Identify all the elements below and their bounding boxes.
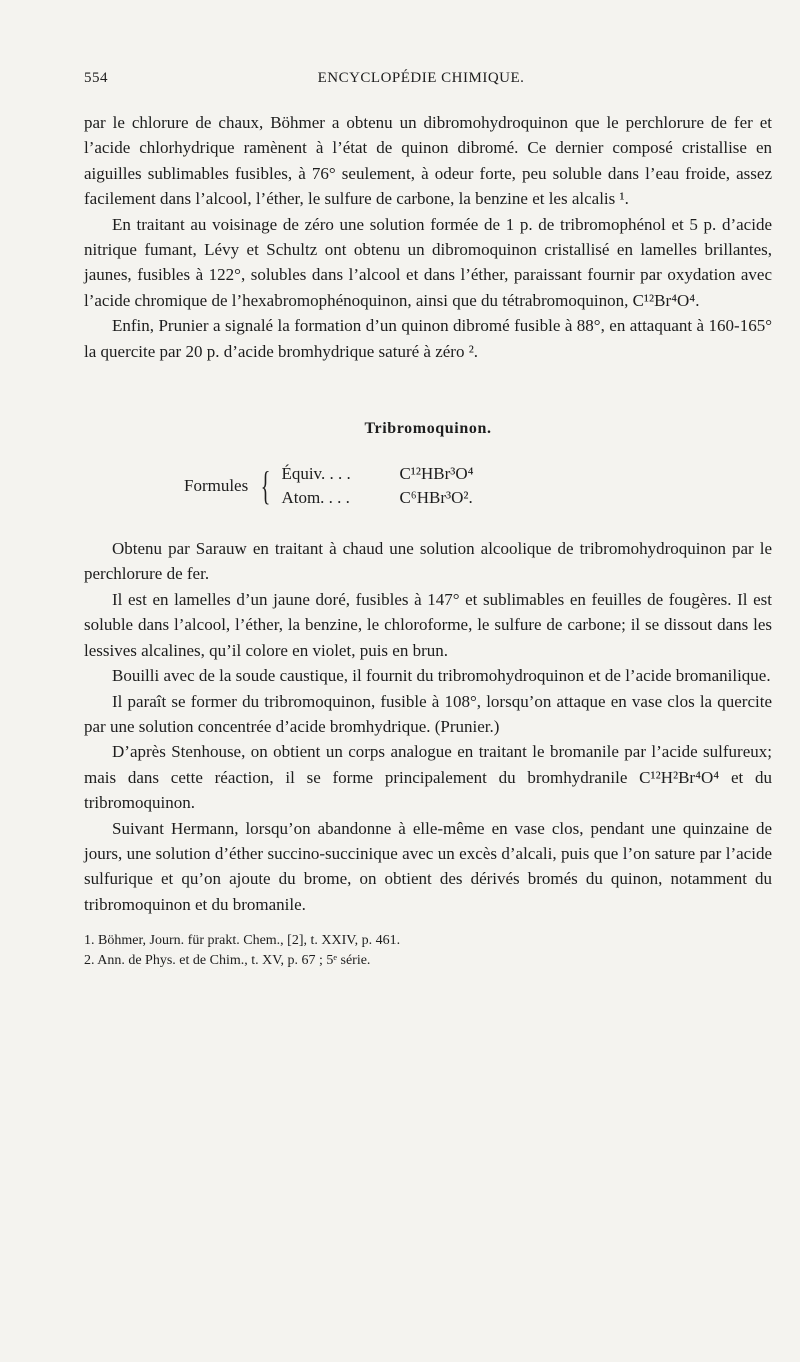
body-text — [84, 110, 772, 364]
footnote: 2. Ann. de Phys. et de Chim., t. XV, p. 67 ; 5ᵉ série. — [84, 953, 371, 969]
paragraph: Obtenu par Sarauw en traitant à chaud une solution alcoolique de tribromohydroquinon par le perchlorure de fer. — [84, 539, 772, 584]
paragraph: Enfin, Prunier a signalé la formation d’un quinon dibromé fusible à 88°, en attaquant à 160-165° la quercite par 20 p. d’acide bromhydrique saturé à zéro ². — [84, 316, 772, 361]
formula-value: C⁶HBr³O². — [399, 488, 473, 508]
formula-kind: Atom. . . . — [281, 488, 350, 508]
formulas-block — [184, 462, 772, 510]
body-text-2 — [84, 536, 772, 917]
formulas-label: Formules — [184, 476, 249, 496]
page-number: 554 — [84, 70, 108, 86]
brace-icon: { — [261, 463, 271, 509]
paragraph: Il paraît se former du tribromoquinon, fusible à 108°, lorsqu’on attaque en vase clos la quercite par une solution concentrée d’acide bromhydrique. (Prunier.) — [84, 691, 772, 736]
formula-value: C¹²HBr³O⁴ — [399, 464, 474, 484]
page-header — [84, 70, 772, 94]
paragraph: Suivant Hermann, lorsqu’on abandonne à elle-même en vase clos, pendant une quinzaine de jours, une solution d’éther succino-succinique avec un excès d’alcali, puis que l’on sature par l’acide sulfurique et qu’on ajoute du brome, on obtient des dérivés bromés du quinon, notamment du tribromoquinon et du bromanile. — [84, 818, 772, 914]
formula-kind: Équiv. . . . — [281, 464, 351, 484]
paragraph: Il est en lamelles d’un jaune doré, fusibles à 147° et sublimables en feuilles de fougères. Il est soluble dans l’alcool, l’éther, la benzine, le chloroforme, le sulfure de carbone; il se dissout dans les lessives alcalines, qu’il colore en violet, puis en brun. — [84, 589, 772, 660]
section-title: Tribromoquinon. — [364, 420, 492, 438]
formula-row — [281, 462, 473, 486]
running-title: ENCYCLOPÉDIE CHIMIQUE. — [317, 70, 525, 86]
paragraph: Bouilli avec de la soude caustique, il fournit du tribromohydroquinon et de l’acide bromanilique. — [112, 666, 771, 686]
paragraph: par le chlorure de chaux, Böhmer a obtenu un dibromohydroquinon que le perchlorure de fer et l’acide chlorhydrique ramènent à l’état de quinon dibromé. Ce dernier composé cristallise en aiguilles sublimables fusibles, à 76° seulement, à odeur forte, peu soluble dans l’eau froide, assez facilement dans l’alcool, l’éther, le sulfure de carbone, la benzine et les alcalis ¹. — [84, 113, 772, 209]
footnote: 1. Böhmer, Journ. für prakt. Chem., [2], t. XXIV, p. 461. — [84, 933, 401, 949]
formula-row — [281, 486, 473, 510]
document-page — [84, 70, 772, 971]
paragraph: D’après Stenhouse, on obtient un corps analogue en traitant le bromanile par l’acide sulfureux; mais dans cette réaction, il se forme principalement du bromhydranile C¹²H²Br⁴O⁴ et du tribromoquinon. — [84, 742, 772, 813]
paragraph: En traitant au voisinage de zéro une solution formée de 1 p. de tribromophénol et 5 p. d’acide nitrique fumant, Lévy et Schultz ont obtenu un dibromoquinon cristallisé en lamelles brillantes, jaunes, fusibles à 122°, solubles dans l’alcool et dans l’éther, paraissant fournir par oxydation avec l’acide chromique de l’hexabromophénoquinon, ainsi que du tétrabromoquinon, C¹²Br⁴O⁴. — [84, 214, 772, 310]
footnotes — [84, 931, 772, 971]
